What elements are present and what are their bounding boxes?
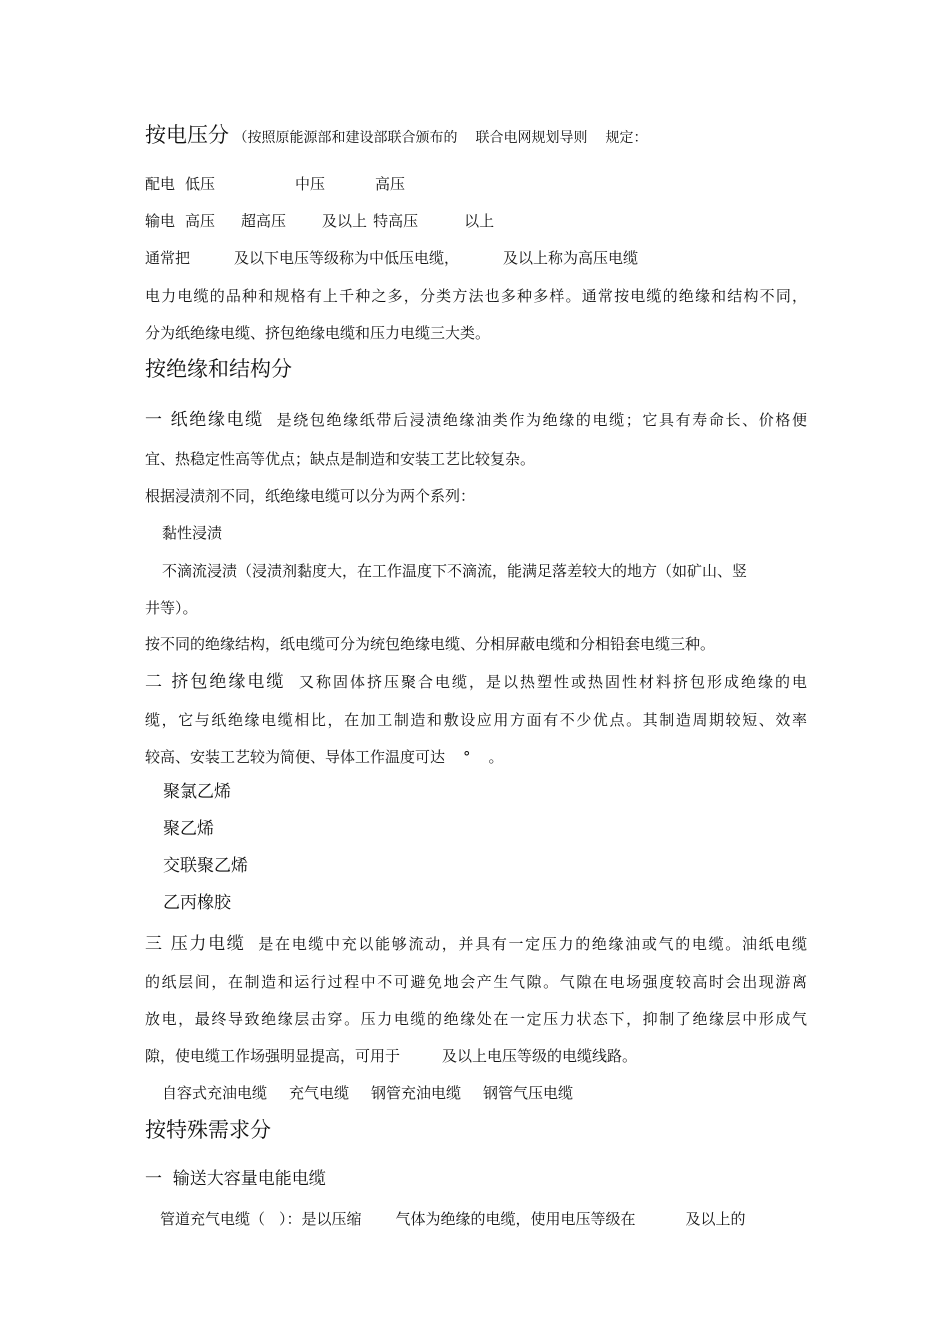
type-pipe-oil: 钢管充油电缆 bbox=[371, 1084, 462, 1102]
gil-a: 管道充气电缆（ bbox=[160, 1210, 266, 1228]
ext-item-xlpe: 交联聚乙烯 bbox=[163, 856, 248, 876]
extruded-line3 bbox=[145, 747, 504, 767]
ext-item-pe: 聚乙烯 bbox=[163, 819, 214, 839]
section-title-special: 按特殊需求分 bbox=[145, 1118, 271, 1142]
intro-para-line1: 电力电缆的品种和规格有上千种之多，分类方法也多种多样。通常按电缆的绝缘和结构不同， bbox=[145, 287, 807, 305]
section-title-voltage: 按电压分 bbox=[145, 123, 229, 147]
transmission-row bbox=[145, 211, 494, 231]
voltage-heading-row bbox=[145, 122, 647, 148]
ext-text-3: 较高、安装工艺较为简便、导体工作温度可达 bbox=[145, 748, 446, 766]
trans-high: 高压 bbox=[185, 212, 216, 230]
paper-text-1: 是绕包绝缘纸带后浸渍绝缘油类作为绝缘的电缆；它具有寿命长、价格便 bbox=[276, 411, 807, 429]
special-sub-heading: 一 输送大容量电能电缆 bbox=[145, 1169, 326, 1189]
extruded-cable-heading: 二 挤包绝缘电缆 bbox=[145, 672, 286, 692]
trans-above2: 以上 bbox=[464, 212, 495, 230]
paper-item-nondrip-cont: 井等）。 bbox=[145, 599, 198, 617]
press-text-4a: 隙，使电缆工作场强明显提高，可用于 bbox=[145, 1047, 401, 1065]
dist-mid: 中压 bbox=[295, 175, 326, 193]
paper-line1 bbox=[145, 409, 807, 431]
dist-low: 低压 bbox=[185, 175, 216, 193]
paper-cable-heading: 一 纸绝缘电缆 bbox=[145, 410, 264, 430]
trans-special: 特高压 bbox=[373, 212, 419, 230]
pressure-line3: 放电，最终导致绝缘层击穿。压力电缆的绝缘处在一定压力状态下，抑制了绝缘层中形成气 bbox=[145, 1010, 807, 1028]
ext-item-epr: 乙丙橡胶 bbox=[163, 893, 231, 913]
pressure-line1 bbox=[145, 933, 807, 955]
type-self-contained-oil: 自容式充油电缆 bbox=[162, 1084, 268, 1102]
ext-item-pvc: 聚氯乙烯 bbox=[163, 782, 231, 802]
ext-text-1: 又称固体挤压聚合电缆，是以热塑性或热固性材料挤包形成绝缘的电 bbox=[298, 673, 807, 691]
distribution-row bbox=[145, 174, 405, 194]
usual-3: 及以上称为高压电缆 bbox=[503, 249, 639, 267]
type-pipe-gas: 钢管气压电缆 bbox=[483, 1084, 574, 1102]
voltage-note: （按照原能源部和建设部联合颁布的 联合电网规划导则 规定： bbox=[233, 130, 648, 146]
gil-b: ）：是以压缩 bbox=[279, 1210, 362, 1228]
usual-row bbox=[145, 248, 638, 268]
intro-para-line2: 分为纸绝缘电缆、挤包绝缘电缆和压力电缆三大类。 bbox=[145, 324, 491, 342]
press-text-4b: 及以上电压等级的电缆线路。 bbox=[442, 1047, 638, 1065]
ext-end: 。 bbox=[488, 748, 504, 766]
extruded-line1 bbox=[145, 671, 807, 693]
extruded-line2: 缆，它与纸绝缘电缆相比，在加工制造和敷设应用方面有不少优点。其制造周期较短、效率 bbox=[145, 711, 807, 729]
dist-high: 高压 bbox=[375, 175, 406, 193]
paper-item-nondrip: 不滴流浸渍（浸渍剂黏度大，在工作温度下不滴流，能满足落差较大的地方（如矿山、竖 bbox=[162, 562, 748, 580]
gil-d: 及以上的 bbox=[685, 1210, 746, 1228]
gil-c: 气体为绝缘的电缆，使用电压等级在 bbox=[395, 1210, 636, 1228]
paper-line4: 按不同的绝缘结构，纸电缆可分为统包绝缘电缆、分相屏蔽电缆和分相铅套电缆三种。 bbox=[145, 635, 716, 653]
type-gas-filled: 充气电缆 bbox=[289, 1084, 350, 1102]
pressure-line2: 的纸层间，在制造和运行过程中不可避免地会产生气隙。气隙在电场强度较高时会出现游离 bbox=[145, 973, 807, 991]
usual-1: 通常把 bbox=[145, 249, 191, 267]
paper-line3: 根据浸渍剂不同，纸绝缘电缆可以分为两个系列： bbox=[145, 487, 476, 505]
pressure-types-row bbox=[162, 1083, 573, 1103]
degree-sign: ° bbox=[463, 748, 471, 766]
pressure-cable-heading: 三 压力电缆 bbox=[145, 934, 246, 954]
distribution-label: 配电 bbox=[145, 175, 176, 193]
usual-2: 及以下电压等级称为中低压电缆， bbox=[234, 249, 460, 267]
trans-above: 及以上 bbox=[322, 212, 368, 230]
paper-line2: 宜、热稳定性高等优点；缺点是制造和安装工艺比较复杂。 bbox=[145, 450, 536, 468]
gil-line bbox=[160, 1209, 746, 1229]
paper-item-viscous: 黏性浸渍 bbox=[162, 524, 223, 542]
section-title-insulation: 按绝缘和结构分 bbox=[145, 357, 292, 381]
pressure-line4 bbox=[145, 1046, 637, 1066]
transmission-label: 输电 bbox=[145, 212, 176, 230]
trans-ultra: 超高压 bbox=[241, 212, 287, 230]
press-text-1: 是在电缆中充以能够流动，并具有一定压力的绝缘油或气的电缆。油纸电缆 bbox=[258, 935, 807, 953]
